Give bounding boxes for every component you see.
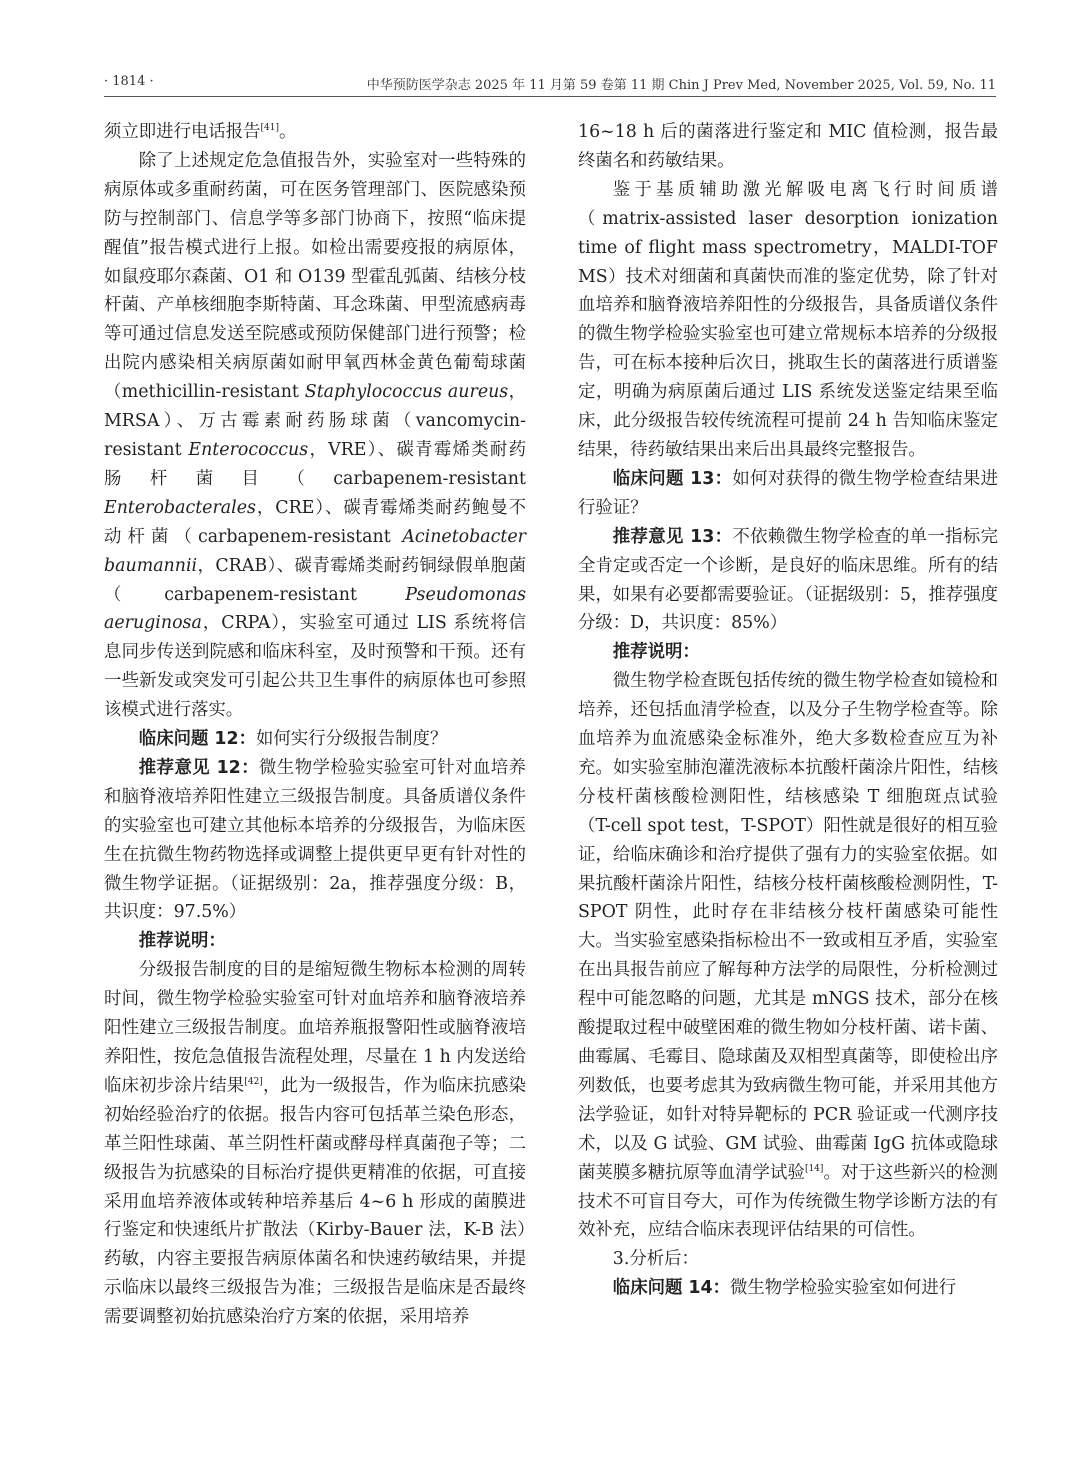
clinical-question-12: 临床问题 12：如何实行分级报告制度？ (138, 729, 448, 750)
recommendation-note-heading: 推荐说明： (138, 931, 226, 952)
recommendation-12: 推荐意见 12：微生物学检验实验室可针对血培养和脑脊液培养阳性建立三级报告制度。具备质谱仪条件的实验室也可建立其他标本培养的分级报告，为临床医生在抗微生物药物选择或调整上提供更早更有针对性的微生物学证据。（证据级别：2a，推荐强度分级：B，共识度：97.5%） (104, 757, 526, 923)
left-column (104, 118, 526, 1332)
clinical-question-13: 临床问题 13：如何对获得的微生物学检查结果进行验证？ (578, 468, 998, 518)
paragraph-verification: 微生物学检查既包括传统的微生物学检查如镜检和培养，还包括血清学检查，以及分子生物学检查等。除血培养为血流感染金标准外，绝大多数检查应互为补充。如实验室肺泡灌洗液标本抗酸杆菌涂片阳性，结核分枝杆菌核酸检测阳性，结核感染 T 细胞斑点试验（T-cell spot test，T-SPOT）阳性就是很好的相互验证，给临床确诊和治疗提供了强有力的实验室依据。如果抗酸杆菌涂片阳性，结核分枝杆菌核酸检测阴性，T-SPOT 阴性，此时存在非结核分枝杆菌感染可能性大。当实验室感染指标检出不一致或相互矛盾，实验室在出具报告前应了解每种方法学的局限性，分析检测过程中可能忽略的问题，尤其是 mNGS 技术，部分在核酸提取过程中破壁困难的微生物如分枝杆菌、诺卡菌、曲霉属、毛霉目、隐球菌及双相型真菌等，即使检出序列数低，也要考虑其为致病微生物可能，并采用其他方法学验证，如针对特异靶标的 PCR 验证或一代测序技术，以及 G 试验、GM 试验、曲霉菌 IgG 抗体或隐球菌荚膜多糖抗原等血清学试验[14]。对于这些新兴的检测技术不可盲目夸大，可作为传统微生物学诊断方法的有效补充，应结合临床表现评估结果的可信性。 (578, 671, 998, 1241)
paragraph-tiered-report: 分级报告制度的目的是缩短微生物标本检测的周转时间，微生物学检验实验室可针对血培养和脑脊液培养阳性建立三级报告制度。血培养瓶报警阳性或脑脊液培养阳性，按危急值报告流程处理，尽量在 1 h 内发送给临床初步涂片结果[42]，此为一级报告，作为临床抗感染初始经验治疗的依据。报告内容可包括革兰染色形态，革兰阳性球菌、革兰阴性杆菌或酵母样真菌孢子等；二级报告为抗感染的目标治疗提供更精准的依据，可直接采用血培养液体或转种培养基后 4~6 h 形成的菌膜进行鉴定和快速纸片扩散法（Kirby-Bauer 法，K-B 法）药敏，内容主要报告病原体菌名和快速药敏结果，并提示临床以最终三级报告为准；三级报告是临床是否最终需要调整初始抗感染治疗方案的依据，采用培养 (104, 960, 526, 1328)
paragraph-continued: 须立即进行电话报告[41]。 (104, 122, 297, 142)
journal-citation: 中华预防医学杂志 2025 年 11 月第 59 卷第 11 期 Chin J Prev Med, November 2025, Vol. 59, No. 11 (366, 78, 996, 93)
recommendation-note-heading: 推荐说明： (612, 642, 700, 663)
page-number: · 1814 · (104, 74, 154, 89)
paragraph-continued: 16~18 h 后的菌落进行鉴定和 MIC 值检测，报告最终菌名和药敏结果。 (578, 122, 998, 171)
reference-mark: [14] (804, 1163, 824, 1174)
section-heading-post-analysis: 3.分析后： (612, 1249, 699, 1270)
reference-mark: [41] (260, 123, 280, 134)
running-header (104, 70, 996, 97)
recommendation-13: 推荐意见 13：不依赖微生物学检查的单一指标完全肯定或否定一个诊断，是良好的临床思维。所有的结果，如果有必要都需要验证。（证据级别：5，推荐强度分级：D，共识度：85%） (578, 526, 998, 634)
reference-mark: [42] (244, 1077, 263, 1088)
clinical-question-14: 临床问题 14：微生物学检验实验室如何进行 (612, 1278, 957, 1299)
right-column (578, 118, 998, 1303)
paragraph-alert-values: 除了上述规定危急值报告外，实验室对一些特殊的病原体或多重耐药菌，可在医务管理部门、医院感染预防与控制部门、信息学等多部门协商下，按照“临床提醒值”报告模式进行上报。如检出需要疫报的病原体，如鼠疫耶尔森菌、O1 和 O139 型霍乱弧菌、结核分枝杆菌、产单核细胞李斯特菌、耳念珠菌、甲型流感病毒等可通过信息发送至院感或预防保健部门进行预警；检出院内感染相关病原菌如耐甲氧西林金黄色葡萄球菌（methicillin-resistant Staphylococcus aureus，MRSA）、万古霉素耐药肠球菌（vancomycin-resistant Enterococcus，VRE）、碳青霉烯类耐药肠杆菌目（carbapenem-resistant Enterobacterales，CRE）、碳青霉烯类耐药鲍曼不动杆菌（carbapenem-resistant Acinetobacter baumannii，CRAB）、碳青霉烯类耐药铜绿假单胞菌（carbapenem-resistant Pseudomonas aeruginosa，CRPA），实验室可通过 LIS 系统将信息同步传送到院感和临床科室，及时预警和干预。还有一些新发或突发可引起公共卫生事件的病原体也可参照该模式进行落实。 (104, 150, 526, 721)
paragraph-maldi-tof: 鉴于基质辅助激光解吸电离飞行时间质谱（matrix-assisted laser desorption ionization time of flight mass spectrometry，MALDI-TOF MS）技术对细菌和真菌快而准的鉴定优势，除了针对血培养和脑脊液培养阳性的分级报告，具备质谱仪条件的微生物学检验实验室也可建立常规标本培养的分级报告，可在标本接种后次日，挑取生长的菌落进行质谱鉴定，明确为病原菌后通过 LIS 系统发送鉴定结果至临床，此分级报告较传统流程可提前 24 h 告知临床鉴定结果，待药敏结果出来后出具最终完整报告。 (578, 179, 998, 460)
